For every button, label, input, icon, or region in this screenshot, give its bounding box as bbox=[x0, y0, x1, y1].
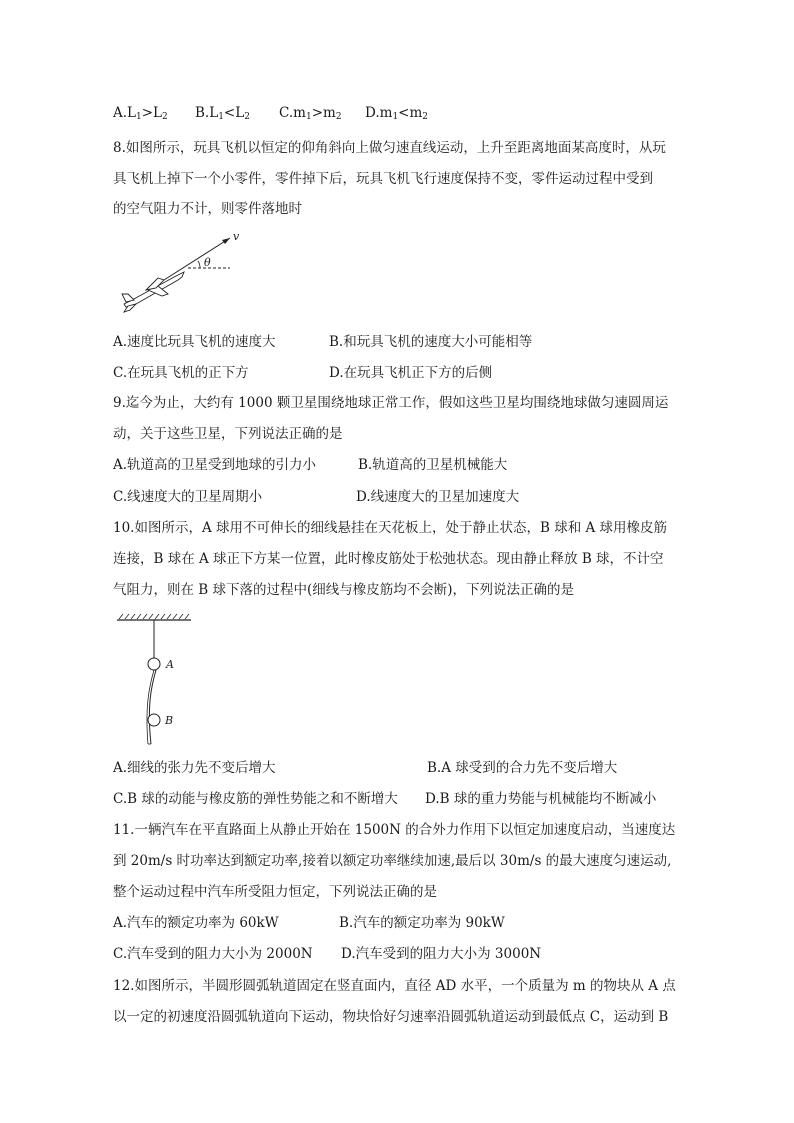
q10-line-2: 连接，B 球在 A 球正下方某一位置，此时橡皮筋处于松弛状态。现由静止释放 B 球，不计空 bbox=[113, 551, 664, 567]
ball-b-label: B bbox=[165, 714, 174, 727]
ball-b bbox=[148, 714, 160, 726]
q7-option-b: $B.L_1<L_2$ bbox=[195, 105, 250, 122]
q9-option-b: B.轨道高的卫星机械能大 bbox=[358, 457, 508, 473]
q10-option-a: A.细线的张力先不变后增大 bbox=[113, 760, 276, 776]
q10-line-3: 气阻力，则在 B 球下落的过程中(细线与橡皮筋均不会断)，下列说法正确的是 bbox=[113, 582, 575, 598]
q7-option-c: $C.m_1>m_2$ bbox=[279, 105, 342, 122]
q8-option-b: B.和玩具飞机的速度大小可能相等 bbox=[329, 334, 533, 350]
q9-option-c: C.线速度大的卫星周期小 bbox=[113, 489, 263, 505]
q11-line-1: 11.一辆汽车在平直路面上从静止开始在 1500N 的合外力作用下以恒定加速度启动，当速度达 bbox=[113, 822, 676, 838]
q10-line-1: 10.如图所示，A 球用不可伸长的细线悬挂在天花板上，处于静止状态，B 球和 A 球用橡皮筋 bbox=[113, 520, 668, 536]
q8-option-d: D.在玩具飞机正下方的后侧 bbox=[329, 365, 493, 381]
q12-line-1: 12.如图所示，半圆形圆弧轨道固定在竖直面内，直径 AD 水平，一个质量为 m 的物块从 A 点 bbox=[113, 978, 676, 994]
q7-option-a: $A.L_1>L_2$ bbox=[113, 105, 168, 122]
q10-option-c: C.B 球的动能与橡皮筋的弹性势能之和不断增大 bbox=[113, 791, 398, 807]
q9-option-a: A.轨道高的卫星受到地球的引力小 bbox=[113, 457, 317, 473]
q8-plane-figure bbox=[118, 228, 248, 313]
q11-option-c: C.汽车受到的阻力大小为 2000N bbox=[113, 946, 313, 962]
q8-option-a: A.速度比玩具飞机的速度大 bbox=[113, 334, 276, 350]
q10-balls-figure bbox=[115, 612, 195, 747]
angle-label: θ bbox=[204, 256, 211, 269]
ball-a bbox=[148, 658, 160, 670]
velocity-label: v bbox=[233, 230, 240, 243]
q9-line-1: 9.迄今为止，大约有 1000 颗卫星围绕地球正常工作，假如这些卫星均围绕地球做匀速圆周运 bbox=[113, 395, 669, 411]
q8-line-2: 具飞机上掉下一个小零件，零件掉下后，玩具飞机飞行速度保持不变，零件运动过程中受到 bbox=[113, 171, 653, 187]
q8-option-c: C.在玩具飞机的正下方 bbox=[113, 365, 249, 381]
toy-plane-icon bbox=[122, 272, 184, 312]
q11-line-3: 整个运动过程中汽车所受阻力恒定，下列说法正确的是 bbox=[113, 884, 437, 900]
q8-line-3: 的空气阻力不计，则零件落地时 bbox=[113, 201, 302, 217]
q12-line-2: 以一定的初速度沿圆弧轨道向下运动，物块恰好匀速率沿圆弧轨道运动到最低点 C，运动到 B bbox=[113, 1009, 669, 1025]
q11-option-d: D.汽车受到的阻力大小为 3000N bbox=[341, 946, 542, 962]
q11-line-2: 到 20m/s 时功率达到额定功率,接着以额定功率继续加速,最后以 30m/s 的最大速度匀速运动, bbox=[113, 853, 672, 869]
velocity-arrowhead bbox=[222, 238, 230, 244]
q11-option-b: B.汽车的额定功率为 90kW bbox=[339, 915, 505, 931]
q10-option-b: B.A 球受到的合力先不变后增大 bbox=[427, 760, 618, 776]
q9-line-2: 动，关于这些卫星，下列说法正确的是 bbox=[113, 426, 343, 442]
q7-option-d: $D.m_1<m_2$ bbox=[365, 105, 429, 122]
q8-line-1: 8.如图所示，玩具飞机以恒定的仰角斜向上做匀速直线运动，上升至距离地面某高度时，从玩 bbox=[113, 140, 666, 156]
q9-option-d: D.线速度大的卫星加速度大 bbox=[356, 489, 520, 505]
angle-arc bbox=[198, 261, 200, 268]
ball-a-label: A bbox=[166, 658, 174, 671]
q10-option-d: D.B 球的重力势能与机械能均不断减小 bbox=[425, 791, 657, 807]
q11-option-a: A.汽车的额定功率为 60kW bbox=[113, 915, 279, 931]
velocity-arrow bbox=[164, 238, 230, 280]
rubber-band bbox=[149, 670, 156, 744]
ceiling-hatch bbox=[119, 614, 189, 619]
